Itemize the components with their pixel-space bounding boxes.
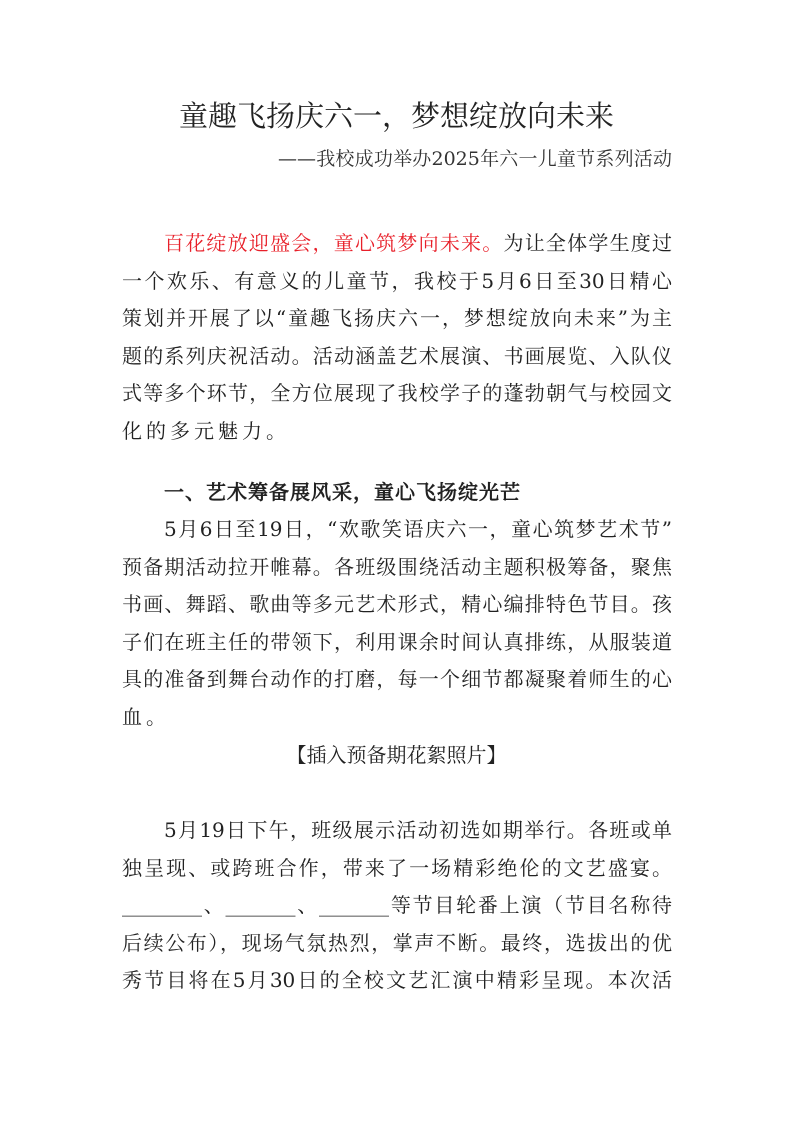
intro-highlight: 百花绽放迎盛会，童心筑梦向未来。 [164, 231, 504, 255]
intro-line: 题的系列庆祝活动。活动涵盖艺术展演、书画展览、入队仪 [122, 344, 672, 368]
paragraph-line: ________、_______、_______等节目轮番上演（节目名称待 [122, 893, 672, 917]
intro-line [164, 230, 672, 256]
paragraph-line: 后续公布），现场气氛热烈，掌声不断。最终，选拔出的优 [122, 931, 672, 955]
paragraph-line: 5月6日至19日，“欢歌笑语庆六一，童心筑梦艺术节” [164, 517, 672, 541]
page-subtitle: ——我校成功举办2025年六一儿童节系列活动 [278, 148, 672, 170]
paragraph-line: 秀节目将在5月30日的全校文艺汇演中精彩呈现。本次活 [122, 968, 672, 992]
paragraph-line: 血。 [122, 705, 170, 729]
paragraph-line: 预备期活动拉开帷幕。各班级围绕活动主题积极筹备，聚焦 [122, 555, 672, 579]
paragraph-line: 子们在班主任的带领下，利用课余时间认真排练，从服装道 [122, 630, 672, 654]
paragraph-line: 具的准备到舞台动作的打磨，每一个细节都凝聚着师生的心 [122, 667, 672, 691]
page-title: 童趣飞扬庆六一，梦想绽放向未来 [178, 99, 614, 133]
paragraph-line: 5月19日下午，班级展示活动初选如期举行。各班或单 [164, 818, 672, 842]
intro-line: 式等多个环节，全方位展现了我校学子的蓬勃朝气与校园文 [122, 381, 672, 405]
intro-line: 一个欢乐、有意义的儿童节，我校于5月6日至30日精心 [122, 269, 672, 293]
intro-line: 策划并开展了以“童趣飞扬庆六一，梦想绽放向未来”为主 [122, 306, 672, 330]
intro-line: 化的多元魅力。 [122, 419, 290, 443]
intro-text: 为让全体学生度过 [503, 231, 673, 255]
paragraph-line: 独呈现、或跨班合作，带来了一场精彩绝伦的文艺盛宴。 [122, 856, 672, 880]
photo-placeholder: 【插入预备期花絮照片】 [286, 743, 507, 767]
section-heading: 一、艺术筹备展风采，童心飞扬绽光芒 [164, 480, 521, 504]
paragraph-line: 书画、舞蹈、歌曲等多元艺术形式，精心编排特色节目。孩 [122, 592, 672, 616]
